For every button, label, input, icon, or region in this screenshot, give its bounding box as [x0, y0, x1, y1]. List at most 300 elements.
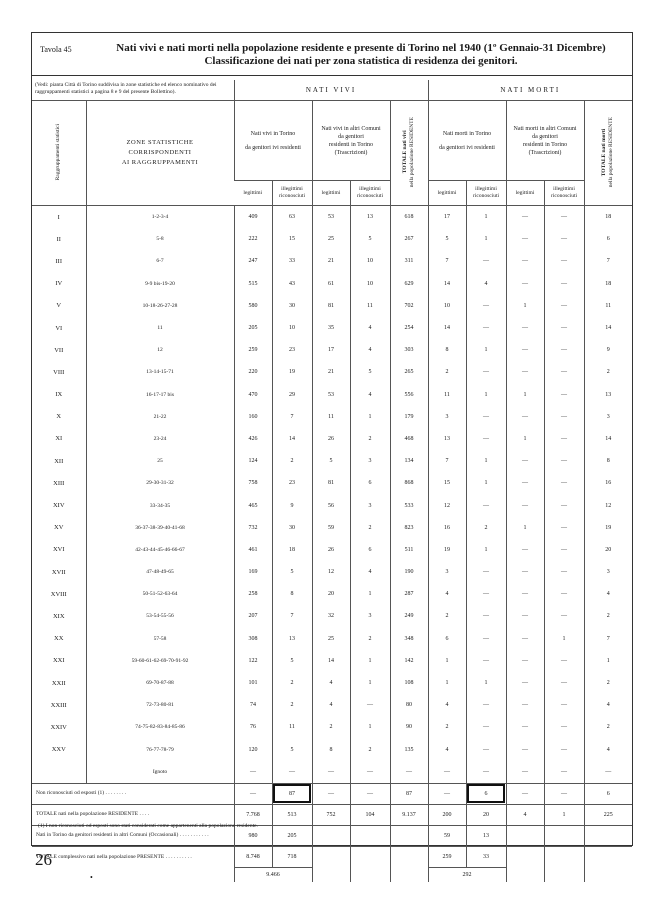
value-cell: 868 — [390, 472, 428, 494]
value-cell: 303 — [390, 339, 428, 361]
value-cell: 1 — [466, 450, 506, 472]
value-cell: — — [544, 450, 584, 472]
value-cell: 222 — [234, 228, 272, 250]
value-cell: 26 — [312, 539, 350, 561]
morti-torino-header: Nati morti in Torino da genitori ivi residenti — [428, 101, 506, 181]
page-title: Nati vivi e nati morti nella popolazione residente e presente di Torino nel 1940 (1º Gennaio-31 Dicembre) — [116, 42, 606, 54]
value-cell: 580 — [234, 295, 272, 317]
table-row — [32, 628, 632, 650]
divider — [32, 75, 632, 76]
value-cell: 13 — [466, 825, 506, 846]
value-cell: 14 — [428, 317, 466, 339]
table-row — [32, 739, 632, 761]
value-cell: 19 — [272, 361, 312, 383]
raggruppamento-cell: IX — [55, 391, 63, 399]
value-cell: — — [466, 650, 506, 672]
value-cell: 81 — [312, 295, 350, 317]
value-cell: — — [544, 494, 584, 516]
value-cell: 7 — [428, 250, 466, 272]
value-cell: — — [506, 361, 544, 383]
value-cell — [390, 846, 428, 867]
value-cell: 20 — [312, 583, 350, 605]
value-cell: 513 — [272, 804, 312, 825]
value-cell: 461 — [234, 539, 272, 561]
value-cell: — — [506, 250, 544, 272]
table-row — [32, 583, 632, 605]
value-cell: 1 — [350, 672, 390, 694]
value-cell: — — [506, 561, 544, 583]
value-cell: 18 — [584, 206, 632, 229]
table-row — [32, 650, 632, 672]
table-row — [32, 295, 632, 317]
value-cell: 1 — [428, 672, 466, 694]
value-cell: 190 — [390, 561, 428, 583]
value-cell: — — [506, 716, 544, 738]
value-cell: 2 — [584, 605, 632, 627]
table-row — [32, 472, 632, 494]
value-cell — [350, 846, 390, 867]
value-cell: — — [506, 273, 544, 295]
value-cell: — — [234, 783, 272, 804]
raggruppamento-cell: XIV — [52, 502, 65, 510]
raggruppamento-cell: XXIV — [50, 723, 67, 731]
value-cell: 7 — [272, 406, 312, 428]
value-cell: 629 — [390, 273, 428, 295]
value-cell: — — [390, 761, 428, 784]
value-cell: 465 — [234, 494, 272, 516]
value-cell: 4 — [350, 561, 390, 583]
value-cell: 732 — [234, 517, 272, 539]
value-cell: 258 — [234, 583, 272, 605]
value-cell — [506, 825, 544, 846]
value-cell: — — [544, 428, 584, 450]
value-cell: 120 — [234, 739, 272, 761]
value-cell: 249 — [390, 605, 428, 627]
value-cell: 2 — [466, 517, 506, 539]
table-row — [32, 428, 632, 450]
illegittimi-header: illegittimi riconosciuti — [272, 181, 312, 206]
morti-altri-header: Nati morti in altri Comuni da genitori residenti in Torino (Trascrizioni) — [506, 101, 584, 181]
value-cell: 6 — [584, 783, 632, 804]
value-cell: 1 — [466, 539, 506, 561]
value-cell: — — [466, 317, 506, 339]
value-cell: 7.768 — [234, 804, 272, 825]
value-cell: 179 — [390, 406, 428, 428]
value-cell: — — [544, 716, 584, 738]
value-cell: 87 — [390, 783, 428, 804]
raggruppamento-cell: XXII — [51, 679, 66, 687]
illegittimi-header: illegittimi riconosciuti — [544, 181, 584, 206]
value-cell: 17 — [312, 339, 350, 361]
zone-cell: 12 — [86, 339, 234, 361]
value-cell — [506, 846, 544, 867]
value-cell: 32 — [312, 605, 350, 627]
table-row — [32, 339, 632, 361]
table-row — [32, 761, 632, 784]
legittimi-header: legittimi — [312, 181, 350, 206]
raggruppamento-cell: XVII — [51, 568, 66, 576]
value-cell: — — [544, 406, 584, 428]
value-cell: — — [466, 628, 506, 650]
zone-cell: 50-51-52-63-64 — [86, 583, 234, 605]
value-cell — [544, 846, 584, 867]
value-cell: 14 — [584, 317, 632, 339]
raggruppamento-cell: XII — [54, 457, 64, 465]
value-cell: 1 — [350, 716, 390, 738]
value-cell: — — [506, 783, 544, 804]
value-cell: 5 — [350, 228, 390, 250]
value-cell: 3 — [350, 605, 390, 627]
value-cell: 254 — [390, 317, 428, 339]
value-cell: 3 — [350, 494, 390, 516]
value-cell: 2 — [428, 361, 466, 383]
table-row — [32, 517, 632, 539]
table-row — [32, 672, 632, 694]
value-cell: 1 — [506, 384, 544, 406]
value-cell: 3 — [350, 450, 390, 472]
value-cell: 758 — [234, 472, 272, 494]
value-cell: 3 — [428, 561, 466, 583]
illegittimi-header: illegittimi riconosciuti — [466, 181, 506, 206]
value-cell: 11 — [272, 716, 312, 738]
value-cell: 14 — [428, 273, 466, 295]
value-cell: 108 — [390, 672, 428, 694]
zone-cell: 59-60-61-62-69-70-91-92 — [86, 650, 234, 672]
value-cell: 4 — [312, 694, 350, 716]
value-cell: 247 — [234, 250, 272, 272]
value-cell: 160 — [234, 406, 272, 428]
value-cell: 87 — [272, 783, 312, 804]
value-cell: — — [544, 273, 584, 295]
value-cell: — — [544, 761, 584, 784]
value-cell: 470 — [234, 384, 272, 406]
non-riconosciuti-row — [32, 783, 632, 804]
value-cell: — — [312, 761, 350, 784]
value-cell: 1 — [466, 228, 506, 250]
value-cell: 12 — [428, 494, 466, 516]
value-cell: 1 — [466, 472, 506, 494]
value-cell: — — [506, 650, 544, 672]
value-cell: 4 — [584, 739, 632, 761]
value-cell — [312, 846, 350, 867]
value-cell — [584, 846, 632, 867]
zone-cell: 1-2-3-4 — [86, 206, 234, 229]
value-cell: 1 — [350, 406, 390, 428]
value-cell: 11 — [312, 406, 350, 428]
value-cell: — — [544, 295, 584, 317]
value-cell: 2 — [428, 605, 466, 627]
value-cell: — — [544, 583, 584, 605]
value-cell: 259 — [234, 339, 272, 361]
value-cell: 5 — [428, 228, 466, 250]
raggruppamento-cell: XVI — [52, 546, 65, 554]
value-cell: 2 — [584, 716, 632, 738]
value-cell: 3 — [584, 406, 632, 428]
value-cell: 80 — [390, 694, 428, 716]
value-cell: 10 — [428, 295, 466, 317]
zone-cell: 29-30-31-32 — [86, 472, 234, 494]
value-cell: — — [544, 672, 584, 694]
value-cell: 59 — [312, 517, 350, 539]
value-cell: 33 — [466, 846, 506, 867]
value-cell: — — [466, 739, 506, 761]
value-cell: 9.137 — [390, 804, 428, 825]
value-cell: — — [272, 761, 312, 784]
value-cell: — — [544, 361, 584, 383]
value-cell: 259 — [428, 846, 466, 867]
totale-vivi-header: TOTALE nati vivi nella popolazione RESIDENTE — [390, 101, 428, 206]
raggruppamento-cell: XXV — [51, 746, 66, 754]
value-cell: 4 — [350, 317, 390, 339]
value-cell: 11 — [350, 295, 390, 317]
raggruppamento-cell: X — [56, 413, 62, 421]
value-cell: — — [544, 250, 584, 272]
value-cell: 4 — [466, 273, 506, 295]
value-cell — [584, 825, 632, 846]
value-cell: — — [506, 628, 544, 650]
value-cell: 14 — [312, 650, 350, 672]
value-cell: 13 — [272, 628, 312, 650]
raggruppamento-cell: II — [56, 235, 61, 243]
value-cell: 9 — [272, 494, 312, 516]
value-cell: 122 — [234, 650, 272, 672]
value-cell: 30 — [272, 295, 312, 317]
value-cell: 8 — [428, 339, 466, 361]
value-cell: 53 — [312, 206, 350, 229]
value-cell: — — [544, 739, 584, 761]
value-cell: 752 — [312, 804, 350, 825]
value-cell: 2 — [350, 428, 390, 450]
table-row — [32, 206, 632, 229]
vivi-torino-header: Nati vivi in Torino da genitori ivi residenti — [234, 101, 312, 181]
value-cell: 7 — [584, 628, 632, 650]
value-cell: 21 — [312, 361, 350, 383]
value-cell: — — [466, 428, 506, 450]
zone-cell: 23-24 — [86, 428, 234, 450]
value-cell: 14 — [272, 428, 312, 450]
statistics-table — [32, 80, 632, 882]
value-cell: 468 — [390, 428, 428, 450]
value-cell: 124 — [234, 450, 272, 472]
value-cell: 718 — [272, 846, 312, 867]
raggruppamento-cell: I — [57, 213, 60, 221]
raggruppamento-cell: VIII — [53, 368, 65, 376]
sum-morti: 292 — [428, 867, 506, 882]
value-cell: 1 — [350, 650, 390, 672]
value-cell: 10 — [272, 317, 312, 339]
value-cell: — — [506, 494, 544, 516]
value-cell: 409 — [234, 206, 272, 229]
value-cell: 26 — [312, 428, 350, 450]
table-row — [32, 384, 632, 406]
value-cell: 308 — [234, 628, 272, 650]
value-cell: 23 — [272, 472, 312, 494]
value-cell: — — [506, 450, 544, 472]
illegittimi-header: illegittimi riconosciuti — [350, 181, 390, 206]
value-cell: 23 — [272, 339, 312, 361]
value-cell: 9 — [584, 339, 632, 361]
value-cell: 4 — [428, 739, 466, 761]
value-cell: 5 — [272, 650, 312, 672]
nati-morti-header: NATI MORTI — [428, 80, 632, 101]
value-cell: 15 — [272, 228, 312, 250]
value-cell: 2 — [272, 450, 312, 472]
value-cell: 2 — [350, 628, 390, 650]
value-cell: — — [506, 539, 544, 561]
value-cell: 101 — [234, 672, 272, 694]
value-cell: 15 — [428, 472, 466, 494]
raggruppamento-cell: XXI — [52, 657, 65, 665]
value-cell: 33 — [272, 250, 312, 272]
value-cell: 6 — [466, 783, 506, 804]
value-cell: 21 — [312, 250, 350, 272]
table-row — [32, 694, 632, 716]
value-cell: 5 — [312, 450, 350, 472]
value-cell: — — [544, 384, 584, 406]
value-cell: 169 — [234, 561, 272, 583]
value-cell: — — [544, 517, 584, 539]
table-row — [32, 494, 632, 516]
footnote: (1) I non riconosciuti od esposti sono stati considerati come appartenenti alla popolazione residente. — [38, 823, 258, 829]
value-cell: 5 — [272, 561, 312, 583]
value-cell: 205 — [234, 317, 272, 339]
value-cell: 265 — [390, 361, 428, 383]
zone-cell: 76-77-78-79 — [86, 739, 234, 761]
value-cell: 1 — [584, 650, 632, 672]
raggruppamento-cell: XVIII — [50, 590, 67, 598]
value-cell: 515 — [234, 273, 272, 295]
table-row — [32, 605, 632, 627]
value-cell: — — [506, 672, 544, 694]
value-cell: — — [506, 761, 544, 784]
value-cell: 702 — [390, 295, 428, 317]
value-cell — [312, 825, 350, 846]
zone-cell: 11 — [86, 317, 234, 339]
value-cell: 2 — [312, 716, 350, 738]
value-cell: 81 — [312, 472, 350, 494]
value-cell: 13 — [428, 428, 466, 450]
value-cell: 7 — [428, 450, 466, 472]
zone-cell: 25 — [86, 450, 234, 472]
value-cell: 1 — [350, 583, 390, 605]
value-cell: — — [544, 539, 584, 561]
value-cell: 533 — [390, 494, 428, 516]
zone-cell: 33-34-35 — [86, 494, 234, 516]
table-row — [32, 273, 632, 295]
raggruppamento-cell: XIX — [52, 612, 65, 620]
value-cell: — — [466, 494, 506, 516]
raggruppamenti-header: Raggruppamenti statistici — [32, 101, 86, 206]
value-cell: — — [544, 650, 584, 672]
legittimi-header: legittimi — [234, 181, 272, 206]
raggruppamento-cell: IV — [55, 280, 63, 288]
value-cell — [390, 825, 428, 846]
value-cell: — — [312, 783, 350, 804]
zone-cell: 42-43-44-45-46-66-67 — [86, 539, 234, 561]
value-cell: — — [544, 561, 584, 583]
sum-vivi: 9.466 — [234, 867, 312, 882]
value-cell: — — [506, 406, 544, 428]
table-number: Tavola 45 — [40, 45, 72, 54]
value-cell: — — [428, 761, 466, 784]
value-cell: — — [466, 716, 506, 738]
value-cell: — — [466, 694, 506, 716]
value-cell: 980 — [234, 825, 272, 846]
totale-morti-header: TOTALE nati morti nella popolazione RESIDENTE — [584, 101, 632, 206]
value-cell: — — [544, 317, 584, 339]
value-cell: 16 — [428, 517, 466, 539]
value-cell: 2 — [350, 739, 390, 761]
value-cell: 19 — [428, 539, 466, 561]
value-cell: 11 — [428, 384, 466, 406]
table-row — [32, 539, 632, 561]
value-cell: 1 — [428, 650, 466, 672]
value-cell: 8 — [584, 450, 632, 472]
value-cell: 225 — [584, 804, 632, 825]
value-cell: 56 — [312, 494, 350, 516]
value-cell: — — [350, 783, 390, 804]
value-cell: 1 — [466, 339, 506, 361]
value-cell: 3 — [584, 561, 632, 583]
table-row — [32, 406, 632, 428]
value-cell: 4 — [350, 339, 390, 361]
value-cell: 1 — [466, 384, 506, 406]
value-cell: — — [506, 228, 544, 250]
table-row — [32, 361, 632, 383]
value-cell: — — [506, 739, 544, 761]
zone-header: ZONE STATISTICHE CORRISPONDENTI AI RAGGRUPPAMENTI — [86, 101, 234, 206]
value-cell: 104 — [350, 804, 390, 825]
table-row — [32, 250, 632, 272]
value-cell: 12 — [312, 561, 350, 583]
zone-cell: Ignoto — [86, 761, 234, 784]
value-cell: — — [544, 472, 584, 494]
value-cell: — — [544, 694, 584, 716]
value-cell: 63 — [272, 206, 312, 229]
value-cell: 13 — [584, 384, 632, 406]
value-cell: 3 — [428, 406, 466, 428]
value-cell: 61 — [312, 273, 350, 295]
value-cell: — — [544, 206, 584, 229]
value-cell: — — [466, 761, 506, 784]
value-cell: — — [506, 472, 544, 494]
value-cell: — — [544, 339, 584, 361]
row-label: Nati in Torino da genitori residenti in altri Comuni (Occasionali) . . . . . . . . . . . — [32, 825, 234, 846]
legittimi-header: legittimi — [506, 181, 544, 206]
page-number: 26 — [35, 850, 52, 869]
value-cell: 13 — [350, 206, 390, 229]
zone-cell: 10-18-26-27-28 — [86, 295, 234, 317]
zone-cell: 21-22 — [86, 406, 234, 428]
zone-cell: 57-58 — [86, 628, 234, 650]
value-cell: 556 — [390, 384, 428, 406]
value-cell: 287 — [390, 583, 428, 605]
value-cell: — — [466, 605, 506, 627]
value-cell: 2 — [584, 361, 632, 383]
value-cell: 20 — [466, 804, 506, 825]
value-cell: 16 — [584, 472, 632, 494]
value-cell: — — [506, 317, 544, 339]
value-cell: — — [466, 583, 506, 605]
value-cell: — — [506, 583, 544, 605]
value-cell: — — [350, 761, 390, 784]
value-cell: 12 — [584, 494, 632, 516]
value-cell: — — [544, 605, 584, 627]
grand-sum-row — [32, 867, 632, 882]
value-cell: — — [544, 783, 584, 804]
value-cell: 7 — [272, 605, 312, 627]
value-cell: 14 — [584, 428, 632, 450]
